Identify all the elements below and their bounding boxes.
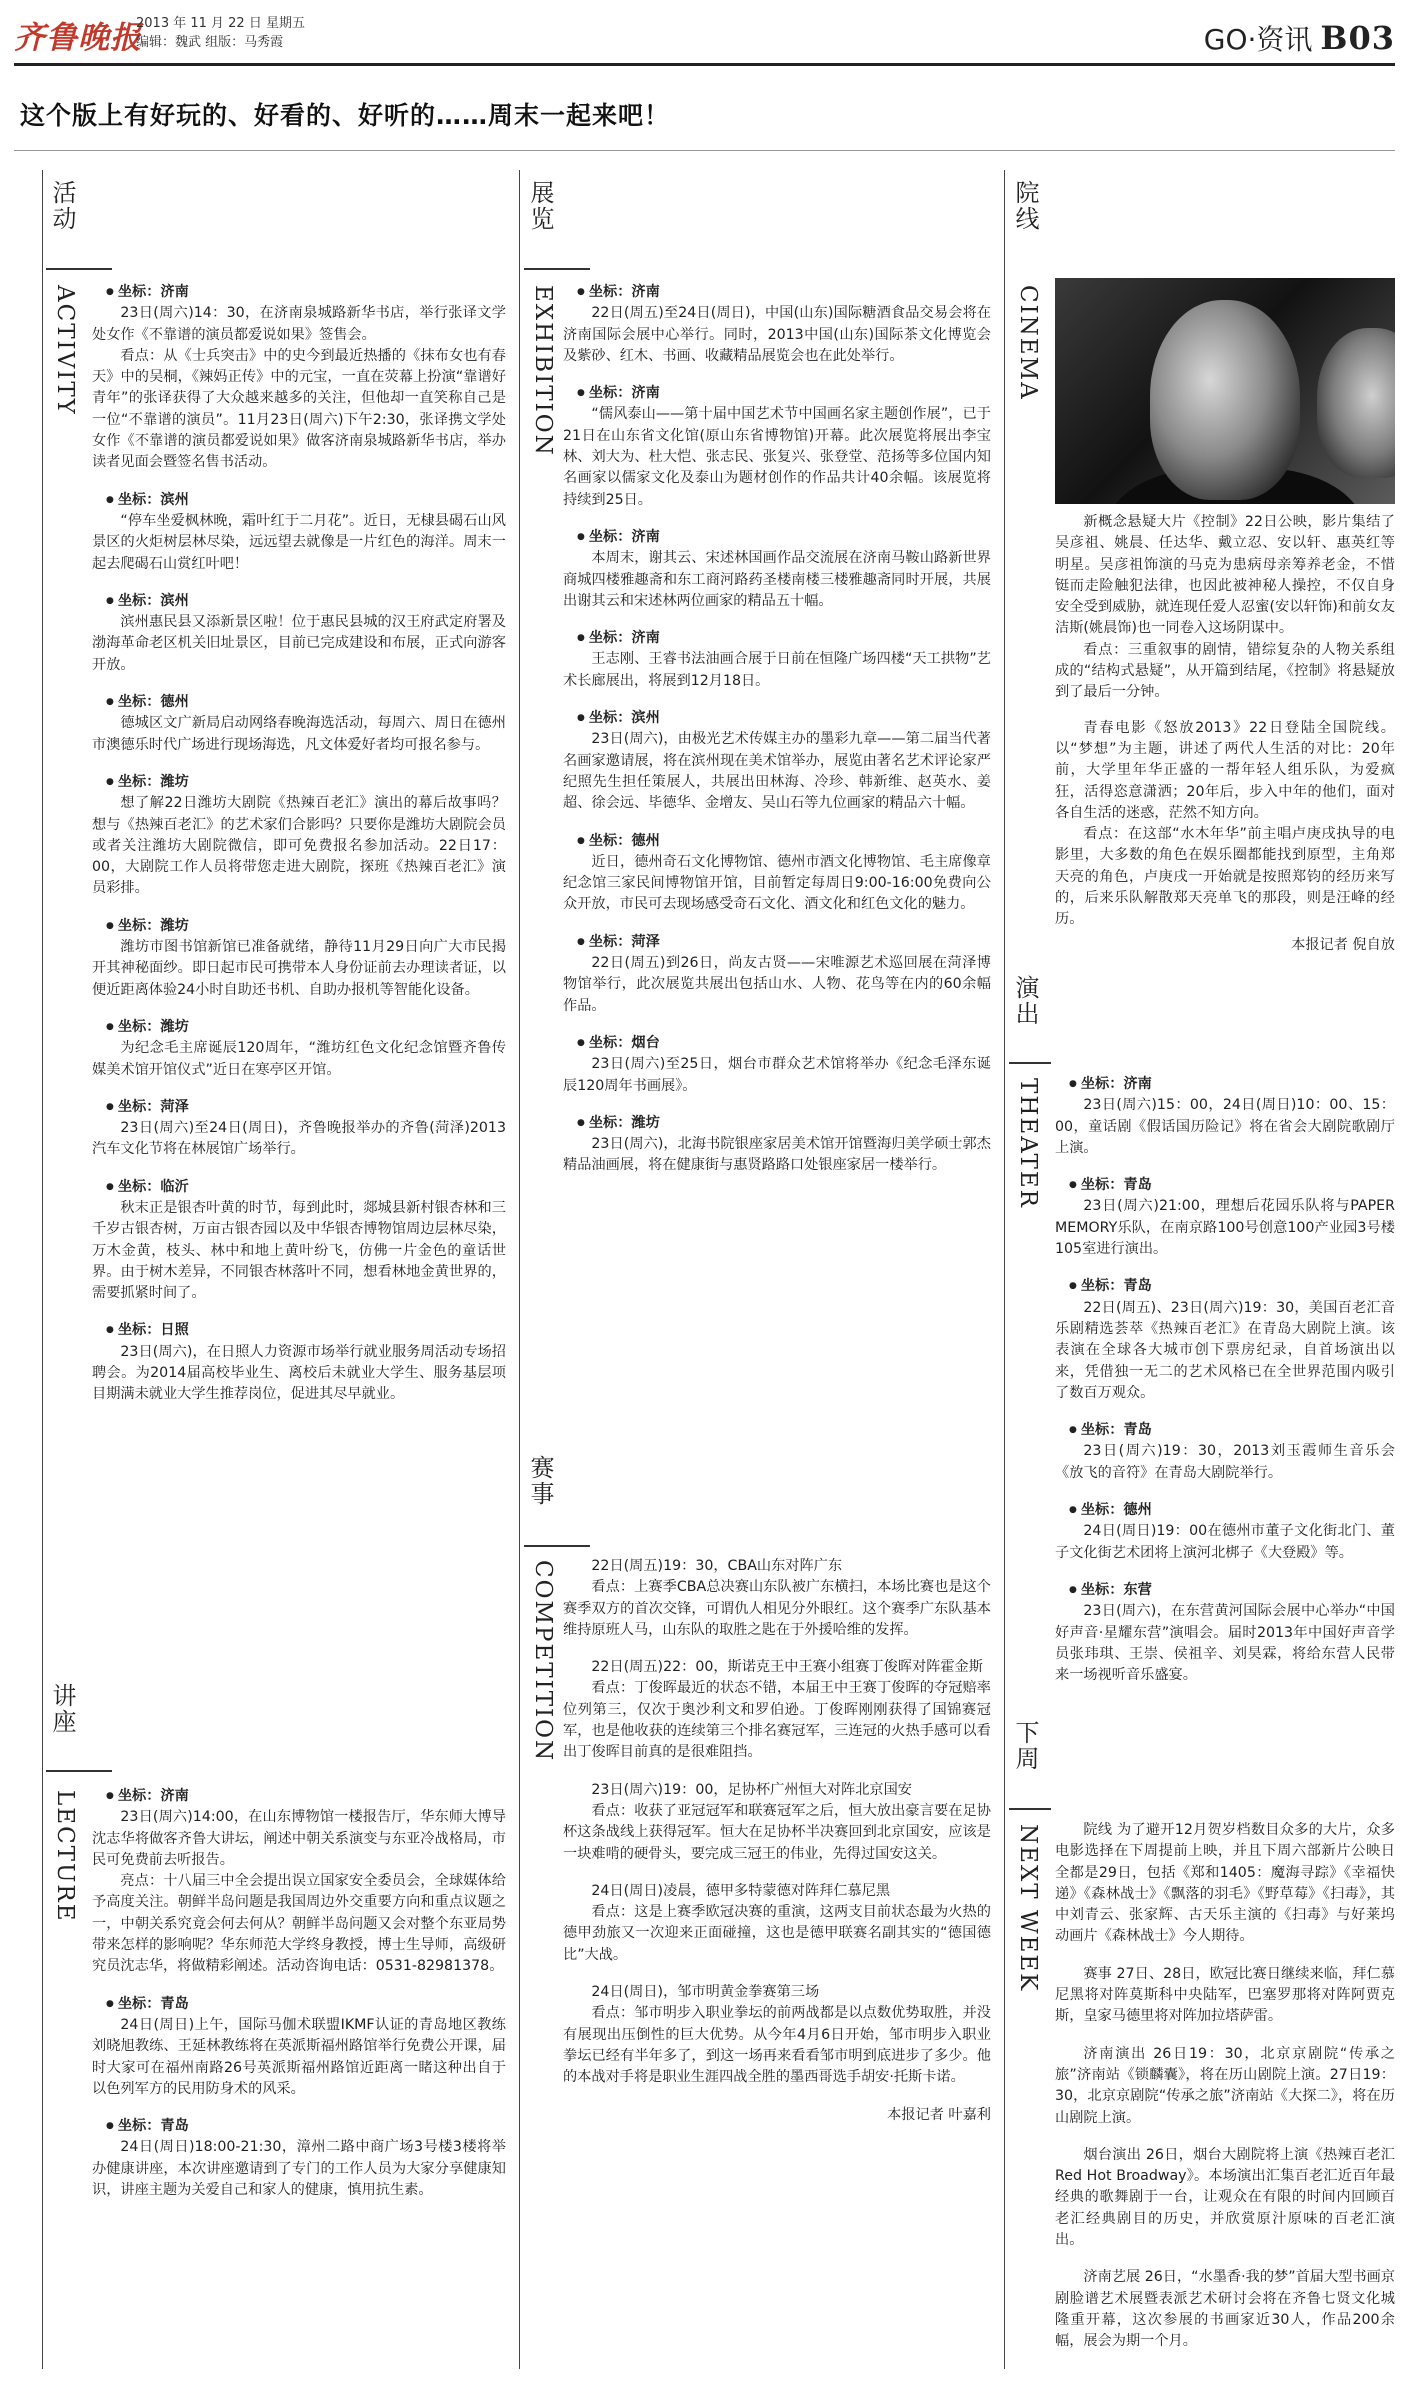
article-paragraph: 23日(周六)14：30，在济南泉城路新华书店，举行张译文学处女作《不靠谱的演员都爱说如果》签售会。	[92, 305, 506, 343]
article-paragraph: 23日(周六)至24日(周日)，齐鲁晚报举办的齐鲁(菏泽)2013汽车文化节将在林展馆广场举行。	[92, 1120, 506, 1158]
reporter-credit: 本报记者 倪自放	[1291, 936, 1395, 953]
article	[92, 1786, 506, 1978]
section-rule	[524, 1545, 590, 1547]
article-paragraph: 青春电影《怒放2013》22日登陆全国院线。以“梦想”为主题，讲述了两代人生活的对比：20年前，大学里年华正盛的一帮年轻人组乐队，为爱疯狂，活得恣意潇洒；20年后，步入中年的他们，面对各自生活的迷惑，茫然不知方向。	[1055, 719, 1395, 821]
section-label-competition-en: COMPETITION	[530, 1560, 556, 1763]
article-paragraph: 看点：邹市明步入职业拳坛的前两战都是以点数优势取胜，并没有展现出压倒性的巨大优势。从今年4月6日开始，邹市明步入职业拳坛已经有半年多了，到这一场再来看看邹市明到底进步了多少。他的本战对手将是职业生涯四战全胜的墨西哥选手胡安·托斯卡诺。	[563, 2005, 991, 2086]
header-rule	[14, 63, 1395, 66]
article-location: ● 坐标：日照	[92, 1320, 506, 1341]
article-paragraph: 济南艺展 26日，“水墨香·我的梦”首届大型书画京剧脸谱艺术展暨表派艺术研讨会将在齐鲁七贤文化城隆重开幕，这次参展的书画家近30人，作品200余幅，展会为期一个月。	[1055, 2269, 1395, 2350]
article-location: ● 坐标：青岛	[1055, 1276, 1395, 1297]
article-paragraph: 滨州惠民县又添新景区啦！位于惠民县城的汉王府武定府署及渤海革命老区机关旧址景区，目前已完成建设和布展，正式向游客开放。	[92, 614, 506, 673]
article-paragraph: 22日(周五)19：30，CBA山东对阵广东	[591, 1558, 843, 1574]
article-location: ● 坐标：菏泽	[92, 1097, 506, 1118]
article-paragraph: 23日(周六)至25日，烟台市群众艺术馆将举办《纪念毛泽东诞辰120周年书画展》。	[563, 1056, 991, 1094]
article-location: ● 坐标：济南	[563, 282, 991, 303]
article	[1055, 1074, 1395, 1159]
article	[1055, 2044, 1395, 2129]
section-label-cinema: 院线	[1011, 180, 1039, 232]
article	[92, 772, 506, 900]
article	[1055, 1420, 1395, 1484]
article	[563, 1657, 991, 1763]
article-location: ● 坐标：潍坊	[92, 772, 506, 793]
film-poster-image	[1055, 278, 1395, 504]
section-rule	[1009, 1808, 1051, 1810]
article-paragraph: 德城区文广新局启动网络春晚海选活动，每周六、周日在德州市澳德乐时代广场进行现场海选，凡文体爱好者均可报名参与。	[92, 715, 506, 753]
article-location: ● 坐标：德州	[1055, 1500, 1395, 1521]
article	[1055, 1500, 1395, 1564]
article-location: ● 坐标：青岛	[92, 1994, 506, 2015]
article-paragraph: 院线 为了避开12月贺岁档数目众多的大片，众多电影选择在下周提前上映，并且下周六部新片公映日全都是29日，包括《郑和1405：魔海寻踪》《幸福快递》《森林战士》《飘落的羽毛》《野草莓》《扫毒》，其中刘青云、张家辉、古天乐主演的《扫毒》与好莱坞动画片《森林战士》今人期待。	[1055, 1822, 1395, 1945]
article	[1055, 1820, 1395, 1948]
article-location: ● 坐标：济南	[563, 527, 991, 548]
article-paragraph: 想了解22日潍坊大剧院《热辣百老汇》演出的幕后故事吗？想与《热辣百老汇》的艺术家们合影吗？只要你是潍坊大剧院会员或者关注潍坊大剧院微信，即可免费报名参加活动。22日17：00，大剧院工作人员将带您走进大剧院，探班《热辣百老汇》演员彩排。	[92, 795, 506, 897]
issue-date: 2013 年 11 月 22 日 星期五	[136, 16, 305, 31]
article-paragraph: 22日(周五)、23日(周六)19：30，美国百老汇音乐剧精选荟萃《热辣百老汇》在青岛大剧院上演。该表演在全球各大城市创下票房纪录，自首场演出以来，凭借独一无二的艺术风格已在全世界范围内吸引了数百万观众。	[1055, 1299, 1395, 1401]
article	[563, 1780, 991, 1865]
article-paragraph: 看点：丁俊晖最近的状态不错，本届王中王赛丁俊晖的夺冠赔率位列第三，仅次于奥沙利文和罗伯逊。丁俊晖刚刚获得了国锦赛冠军，也是他收获的连续第三个排名赛冠军，三连冠的火热手感可以看出丁俊晖目前真的是很难阻挡。	[563, 1680, 991, 1761]
article	[1055, 2267, 1395, 2352]
article-paragraph: 22日(周五)至24日(周日)，中国(山东)国际糖酒食品交易会将在济南国际会展中心举行。同时，2013中国(山东)国际茶文化博览会及紫砂、红木、书画、收藏精品展览会也在此处举行。	[563, 305, 991, 364]
section-rule	[524, 268, 590, 270]
poster-face	[1317, 328, 1395, 478]
article	[563, 1881, 991, 1966]
article-paragraph: 为纪念毛主席诞辰120周年，“潍坊红色文化纪念馆暨齐鲁传媒美术馆开馆仪式”近日在寒亭区开馆。	[92, 1040, 506, 1078]
article-location: ● 坐标：济南	[563, 383, 991, 404]
article-location: ● 坐标：潍坊	[563, 1113, 991, 1134]
article-paragraph: 22日(周五)到26日，尚友古贤——宋唯源艺术巡回展在菏泽博物馆举行，此次展览共展出包括山水、人物、花鸟等在内的60余幅作品。	[563, 955, 991, 1014]
article-paragraph: “儒风泰山——第十届中国艺术节中国画名家主题创作展”，已于21日在山东省文化馆(原山东省博物馆)开幕。此次展览将展出李宝林、刘大为、杜大恺、张志民、张复兴、张登堂、范扬等多位国内知名画家以儒家文化及泰山为题材创作的作品共计40余幅。该展览将持续到25日。	[563, 406, 991, 508]
article-paragraph: 24日(周日)19：00在德州市董子文化街北门、董子文化街艺术团将上演河北梆子《大登殿》等。	[1055, 1523, 1395, 1561]
page-number: B03	[1320, 19, 1395, 57]
article-location: ● 坐标：德州	[92, 692, 506, 713]
article-location: ● 坐标：滨州	[92, 490, 506, 511]
article-location: ● 坐标：青岛	[1055, 1420, 1395, 1441]
article	[563, 708, 991, 814]
section-label-theater: 演出	[1011, 975, 1039, 1027]
poster-face	[1150, 300, 1300, 500]
cinema-articles	[1055, 512, 1395, 972]
article-paragraph: 22日(周五)22：00，斯诺克王中王赛小组赛丁俊晖对阵霍金斯	[591, 1659, 983, 1676]
article	[1055, 1175, 1395, 1260]
masthead	[14, 8, 1395, 62]
section-label-lecture: 讲座	[48, 1683, 76, 1735]
article-location: ● 坐标：临沂	[92, 1177, 506, 1198]
article	[563, 1982, 991, 2088]
article-paragraph: 23日(周六)19：30，2013刘玉霞师生音乐会《放飞的音符》在青岛大剧院举行。	[1055, 1443, 1395, 1481]
section-rule	[46, 1770, 112, 1772]
section-label-nextweek-en: NEXT WEEK	[1015, 1824, 1041, 1993]
section-label-cinema-en: CINEMA	[1015, 285, 1041, 401]
article	[1055, 1276, 1395, 1404]
section-label-lecture-en: LECTURE	[52, 1790, 78, 1923]
article-paragraph: 秋末正是银杏叶黄的时节，每到此时，郯城县新村银杏林和三千岁古银杏树，万亩古银杏园以及中华银杏博物馆周边层林尽染，万木金黄，枝头、林中和地上黄叶纷飞，仿佛一片金色的童话世界。由于树木差异，不同银杏林落叶不同，想看林地金黄世界的，需要抓紧时间了。	[92, 1199, 506, 1302]
article-paragraph: 24日(周日)18:00-21:30，漳州二路中商广场3号楼3楼将举办健康讲座，本次讲座邀请到了专门的工作人员为大家分享健康知识，讲座主题为关爱自己和家人的健康，慎用抗生素。	[92, 2139, 506, 2199]
article-paragraph: 看点：上赛季CBA总决赛山东队被广东横扫，本场比赛也是这个赛季双方的首次交锋，可谓仇人相见分外眼红。这个赛季广东队基本维持原班人马，山东队的取胜之匙在于外援哈维的发挥。	[563, 1579, 991, 1638]
article	[92, 1017, 506, 1081]
article-paragraph: 23日(周六)14:00，在山东博物馆一楼报告厅，华东师大博导沈志华将做客齐鲁大讲坛，阐述中朝关系演变与东亚冷战格局，市民可免费前去听报告。	[92, 1809, 506, 1868]
article-paragraph: 烟台演出 26日，烟台大剧院将上演《热辣百老汇 Red Hot Broadway》。本场演出汇集百老汇近百年最经典的歌舞剧于一台，让观众在有限的时间内回顾百老汇经典剧目的历史，并欣赏原汁原味的百老汇演出。	[1055, 2146, 1395, 2249]
section-label-nextweek: 下周	[1011, 1720, 1039, 1772]
article-paragraph: 23日(周六)19：00，足协杯广州恒大对阵北京国安	[591, 1781, 912, 1798]
section-label-exhibition-en: EXHIBITION	[530, 285, 556, 457]
section-rule	[1009, 1062, 1051, 1064]
lecture-articles	[92, 1786, 506, 2217]
section-label-exhibition: 展览	[526, 180, 554, 232]
article-location: ● 坐标：烟台	[563, 1033, 991, 1054]
article-paragraph: 潍坊市图书馆新馆已准备就绪，静待11月29日向广大市民揭开其神秘面纱。即日起市民可携带本人身份证前去办理读者证，以便近距离体验24小时自助还书机、自助办报机等智能化设备。	[92, 939, 506, 998]
article-location: ● 坐标：菏泽	[563, 932, 991, 953]
article	[92, 1994, 506, 2100]
article-location: ● 坐标：青岛	[92, 2116, 506, 2137]
section-label-activity-en: ACTIVITY	[52, 285, 78, 416]
article-location: ● 坐标：滨州	[563, 708, 991, 729]
article	[92, 490, 506, 575]
article-paragraph: 看点：从《士兵突击》中的史今到最近热播的《抹布女也有春天》中的吴桐，《辣妈正传》中的元宝，一直在荧幕上扮演“靠谱好青年”的张译获得了大众越来越多的关注，但他却一直笑称自己是一位“不靠谱的演员”。11月23日(周六)下午2:30，张译携文学处女作《不靠谱的演员都爱说如果》做客济南泉城路新华书店，举办读者见面会暨签名售书活动。	[92, 347, 506, 471]
article	[563, 628, 991, 692]
article	[563, 383, 991, 511]
article	[563, 831, 991, 916]
article-paragraph: 24日(周日)上午，国际马伽术联盟IKMF认证的青岛地区教练刘晓旭教练、王延林教练将在英派斯福州路馆举行免费公开课，届时大家可在福州南路26号英派斯福州路馆近距离一睹这种出自于以色列军方的民用防身术的风采。	[92, 2016, 506, 2097]
article	[1055, 2145, 1395, 2251]
editor-credit: 编辑：魏武 组版：马秀霞	[136, 35, 284, 50]
article	[92, 1177, 506, 1305]
reporter-credit: 本报记者 叶嘉利	[887, 2106, 991, 2123]
article-paragraph: 23日(周六)，北海书院银座家居美术馆开馆暨海归美学硕士郭杰精品油画展，将在健康街与惠贤路路口处银座家居一楼举行。	[563, 1136, 991, 1174]
section-label-competition: 赛事	[526, 1455, 554, 1507]
article-paragraph: 看点：三重叙事的剧情，错综复杂的人物关系组成的“结构式悬疑”，从开篇到结尾，《控制》将悬疑放到了最后一分钟。	[1055, 641, 1395, 701]
article	[92, 1097, 506, 1161]
section-label-activity: 活动	[48, 180, 76, 232]
section-tag	[1204, 18, 1395, 58]
column-divider	[42, 170, 43, 2369]
article	[1055, 512, 1395, 956]
article-paragraph: 亮点：十八届三中全会提出误立国家安全委员会，全球媒体给予高度关注。朝鲜半岛问题是我国周边外交重要方向和重点议题之一，中朝关系究竟会何去何从？朝鲜半岛问题又会对整个东亚局势带来怎样的影响呢？华东师范大学终身教授，博士生导师，高级研究员沈志华，将做精彩阐述。活动咨询电话：0531-82981378。	[92, 1873, 506, 1975]
article-paragraph: 23日(周六)，在东营黄河国际会展中心举办“中国好声音·星耀东营”演唱会。届时2013年中国好声音学员张玮琪、王崇、侯祖辛、刘昊霖，将给东营人民带来一场视听音乐盛宴。	[1055, 1603, 1395, 1684]
article	[92, 692, 506, 756]
section-rule	[46, 268, 112, 270]
article-paragraph: 24日(周日)，邹市明黄金拳赛第三场	[591, 1984, 820, 2001]
article	[563, 932, 991, 1017]
article	[1055, 1580, 1395, 1686]
article-location: ● 坐标：德州	[563, 831, 991, 852]
article-paragraph: 23日(周六)，在日照人力资源市场举行就业服务周活动专场招聘会。为2014届高校毕业生、离校后未就业大学生、服务基层项目期满未就业大学生推荐岗位，促进其尽早就业。	[92, 1343, 506, 1403]
newspaper-logo: 齐鲁晚报	[14, 20, 142, 56]
article-paragraph: 新概念悬疑大片《控制》22日公映，影片集结了吴彦祖、姚晨、任达华、戴立忍、安以轩、惠英红等明星。吴彦祖饰演的马克为患病母亲筹养老金，不惜铤而走险触犯法律，也因此被神秘人操控，不仅自身安全受到威胁，就连现任爱人忍蜜(安以轩饰)和前女友洁斯(姚晨饰)也一同卷入这场阴谋中。	[1055, 514, 1395, 637]
article-paragraph: 近日，德州奇石文化博物馆、德州市酒文化博物馆、毛主席像章纪念馆三家民间博物馆开馆，目前暂定每周日9:00-16:00免费向公众开放，市民可去现场感受奇石文化、酒文化和红色文化的魅力。	[563, 853, 991, 913]
article-paragraph: 看点：这是上赛季欧冠决赛的重演，这两支目前状态最为火热的德甲劲旅又一次迎来正面碰撞，这也是德甲联赛名副其实的“德国德比”大战。	[563, 1904, 991, 1963]
article-location: ● 坐标：济南	[563, 628, 991, 649]
article-location: ● 坐标：滨州	[92, 591, 506, 612]
article-paragraph: 23日(周六)，由极光艺术传媒主办的墨彩九章——第二届当代著名画家邀请展，将在滨州现在美术馆举办，展览由著名艺术评论家严纪照先生担任策展人，共展出田林海、冷珍、韩新维、赵英水、姜超、徐会远、毕德华、金增友、吴山石等九位画家的精品六十幅。	[563, 731, 991, 812]
article	[563, 1033, 991, 1097]
article-paragraph: 看点：收获了亚冠冠军和联赛冠军之后，恒大放出豪言要在足协杯这条战线上获得冠军。恒大在足协杯半决赛回到北京国安，应该是一块难啃的硬骨头，要完成三冠王的伟业，先得过国安这关。	[563, 1802, 991, 1862]
article-paragraph: 23日(周六)15：00，24日(周日)10：00、15：00，童话剧《假话国历险记》将在省会大剧院歌剧厅上演。	[1055, 1097, 1395, 1156]
article	[563, 282, 991, 367]
article	[92, 591, 506, 676]
article-paragraph: 赛事 27日、28日，欧冠比赛日继续来临，拜仁慕尼黑将对阵莫斯科中央陆军，巴塞罗那将对阵阿贾克斯，皇家马德里将对阵加拉塔萨雷。	[1055, 1965, 1395, 2025]
article-paragraph: 23日(周六)21:00，理想后花园乐队将与PAPER MEMORY乐队，在南京路100号创意100产业园3号楼105室进行演出。	[1055, 1198, 1395, 1258]
article	[1055, 1964, 1395, 2028]
article-paragraph: 24日(周日)凌晨，德甲多特蒙德对阵拜仁慕尼黑	[591, 1882, 891, 1899]
column-divider	[1004, 170, 1005, 2369]
competition-articles	[563, 1556, 991, 2126]
activity-articles	[92, 282, 506, 1422]
theater-articles	[1055, 1074, 1395, 1702]
section-name: GO·资讯	[1203, 23, 1313, 56]
article-location: ● 坐标：潍坊	[92, 1017, 506, 1038]
column-divider	[519, 170, 520, 2369]
article-paragraph: 济南演出 26日19：30，北京京剧院“传承之旅”济南站《锁麟囊》，将在历山剧院上演。27日19：30，北京京剧院“传承之旅”济南站《大探二》，将在历山剧院上演。	[1055, 2045, 1395, 2126]
article-location: ● 坐标：东营	[1055, 1580, 1395, 1601]
article-location: ● 坐标：济南	[1055, 1074, 1395, 1095]
article	[563, 1113, 991, 1177]
nextweek-articles	[1055, 1820, 1395, 2369]
article	[92, 282, 506, 474]
exhibition-articles	[563, 282, 991, 1193]
article	[563, 527, 991, 612]
article	[92, 1320, 506, 1405]
headline-rule	[14, 150, 1395, 151]
article-location: ● 坐标：青岛	[1055, 1175, 1395, 1196]
article-location: ● 坐标：济南	[92, 282, 506, 303]
article	[92, 2116, 506, 2201]
header-meta	[136, 14, 305, 52]
article-location: ● 坐标：济南	[92, 1786, 506, 1807]
article-paragraph: 看点：在这部“水木年华”前主唱卢庚戌执导的电影里，大多数的角色在娱乐圈都能找到原型，主角郑天亮的角色，卢庚戌一开始就是按照郑钧的经历来写的，后来乐队解散郑天亮单飞的那段，则是汪峰的经历。	[1055, 826, 1395, 928]
section-label-theater-en: THEATER	[1015, 1078, 1041, 1209]
page-headline: 这个版上有好玩的、好看的、好听的……周末一起来吧！	[20, 101, 671, 130]
article	[563, 1556, 991, 1641]
article-paragraph: 本周末，谢其云、宋述林国画作品交流展在济南马鞍山路新世界商城四楼雅趣斋和东工商河路药圣楼南楼三楼雅趣斋同时开展，共展出谢其云和宋述林两位画家的精品五十幅。	[563, 550, 991, 609]
article-paragraph: 王志刚、王睿书法油画合展于日前在恒隆广场四楼“天工拱物”艺术长廊展出，将展到12月18日。	[563, 651, 991, 689]
article-paragraph: “停车坐爱枫林晚，霜叶红于二月花”。近日，无棣县碣石山风景区的火炬树层林尽染，远远望去就像是一片红色的海洋。周末一起去爬碣石山赏红叶吧！	[92, 512, 506, 572]
article	[92, 916, 506, 1001]
article-location: ● 坐标：潍坊	[92, 916, 506, 937]
